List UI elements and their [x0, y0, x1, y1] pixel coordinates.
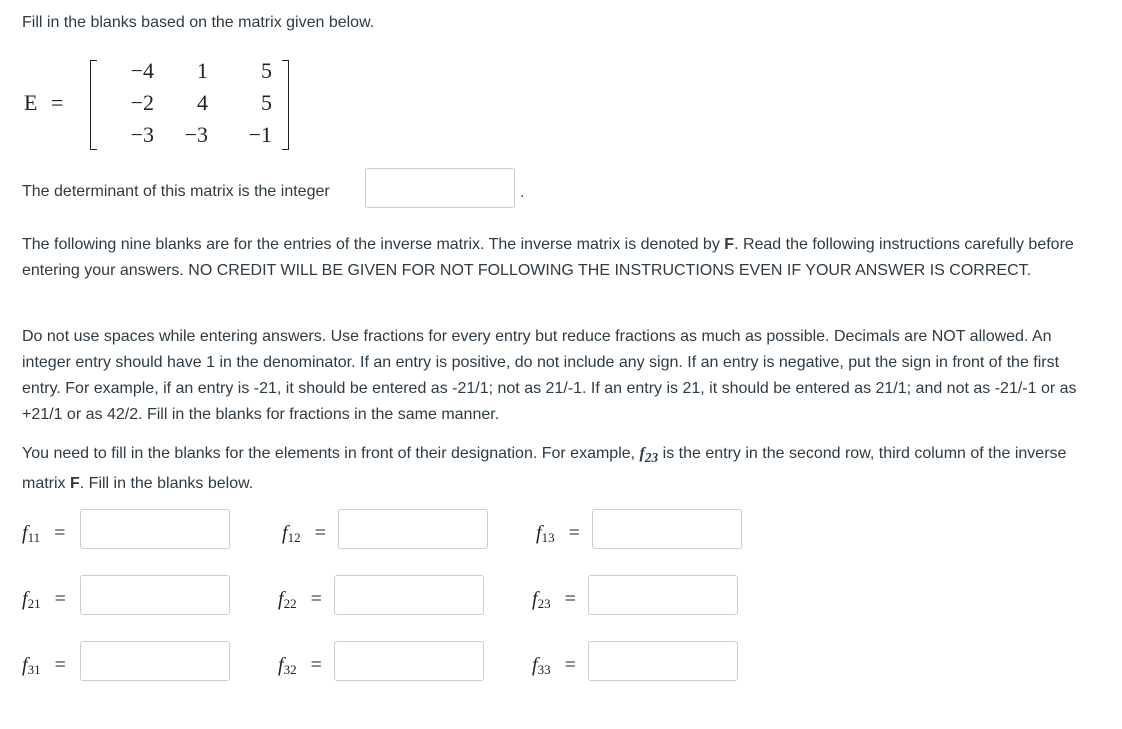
matrix-cell: −4 — [130, 58, 154, 83]
instructions-paragraph-2: Do not use spaces while entering answers. Use fractions for every entry but reduce fractions as much as possible. Decimals are NOT allowed. An integer entry should have 1 in the denominator. If an entry is positive, do not include any sign. If an entry is negative, put the sign in front of the first entry. For example, if an entry is -21, it should be entered as -21/1; not as 21/-1. If an entry is 21, it should be entered as 21/1; and not as -21/-1 or as +21/1 or as 42/2. Fill in the blanks for fractions in the same manner. — [22, 328, 1077, 423]
label-equals: = — [568, 522, 580, 544]
label-equals: = — [564, 588, 576, 610]
f22-input[interactable] — [334, 575, 484, 615]
label-sub: 33 — [537, 662, 551, 677]
label-sub: 13 — [541, 530, 555, 545]
matrix-row-1 — [90, 58, 290, 86]
label-f22 — [278, 588, 322, 612]
matrix-equals: = — [51, 90, 64, 115]
label-sub: 22 — [283, 596, 297, 611]
f32-input[interactable] — [334, 641, 484, 681]
label-letter: f — [278, 588, 284, 610]
label-sub: 23 — [537, 596, 551, 611]
f33-input[interactable] — [588, 641, 738, 681]
f31-input[interactable] — [80, 641, 230, 681]
label-letter: f — [22, 522, 28, 544]
p3-bold-f: F — [70, 475, 80, 493]
label-f11 — [22, 522, 65, 546]
matrix-cell: −2 — [130, 90, 154, 115]
f12-input[interactable] — [338, 509, 488, 549]
p3-symbol — [639, 445, 659, 466]
matrix-cell: 1 — [197, 58, 208, 83]
f11-input[interactable] — [80, 509, 230, 549]
label-equals: = — [310, 588, 322, 610]
label-sub: 21 — [27, 596, 41, 611]
p1-text-after: . Read the following instructions carefully before entering your answers. NO CREDIT WILL BE GIVEN FOR NOT FOLLOWING THE INSTRUCTIONS EVEN IF YOUR ANSWER IS CORRECT. — [22, 236, 1074, 279]
p1-text-before: The following nine blanks are for the entries of the inverse matrix. The inverse matrix is denoted by — [22, 236, 725, 253]
matrix-right-bracket — [282, 60, 289, 150]
label-f33 — [532, 654, 576, 678]
label-equals: = — [54, 522, 66, 544]
label-sub: 11 — [27, 530, 41, 545]
p3-text-after: . Fill in the blanks below. — [79, 475, 254, 493]
determinant-input[interactable] — [365, 168, 515, 208]
label-sub: 31 — [27, 662, 41, 677]
p3-symbol-sub: 23 — [644, 450, 659, 466]
f21-input[interactable] — [80, 575, 230, 615]
matrix-cell: 5 — [261, 90, 272, 115]
f23-input[interactable] — [588, 575, 738, 615]
label-sub: 32 — [283, 662, 297, 677]
label-f23 — [532, 588, 576, 612]
p3-text-before: You need to fill in the blanks for the elements in front of their designation. For example, — [22, 445, 640, 462]
label-letter: f — [532, 654, 538, 676]
label-f32 — [278, 654, 322, 678]
label-f21 — [22, 588, 66, 612]
label-letter: f — [22, 588, 28, 610]
label-f31 — [22, 654, 66, 678]
determinant-prompt: The determinant of this matrix is the integer — [22, 183, 330, 200]
f13-input[interactable] — [592, 509, 742, 549]
label-sub: 12 — [287, 530, 301, 545]
p1-bold-f: F — [724, 236, 735, 253]
label-letter: f — [278, 654, 284, 676]
matrix-row-2 — [90, 90, 290, 118]
matrix-cell: 4 — [197, 90, 208, 115]
matrix-cell: −3 — [130, 122, 154, 147]
label-letter: f — [282, 522, 288, 544]
label-letter: f — [22, 654, 28, 676]
matrix-cell: 5 — [261, 58, 272, 83]
label-f13 — [536, 522, 580, 546]
instructions-paragraph-3 — [22, 441, 1097, 497]
label-f12 — [282, 522, 326, 546]
label-equals: = — [310, 654, 322, 676]
label-equals: = — [314, 522, 326, 544]
matrix-row-3 — [90, 122, 290, 150]
matrix-name: E — [24, 90, 38, 115]
label-equals: = — [54, 654, 66, 676]
p3-text-middle: is the entry in the second row, third column of the inverse matrix — [22, 445, 1067, 493]
determinant-period: . — [520, 184, 525, 201]
matrix-cell: −1 — [248, 122, 272, 147]
label-equals: = — [564, 654, 576, 676]
p3-symbol-letter: f — [639, 445, 645, 462]
instructions-paragraph-1 — [22, 232, 1082, 284]
label-letter: f — [536, 522, 542, 544]
matrix-cell: −3 — [184, 122, 208, 147]
label-letter: f — [532, 588, 538, 610]
label-equals: = — [54, 588, 66, 610]
question-prompt: Fill in the blanks based on the matrix given below. — [22, 14, 375, 31]
